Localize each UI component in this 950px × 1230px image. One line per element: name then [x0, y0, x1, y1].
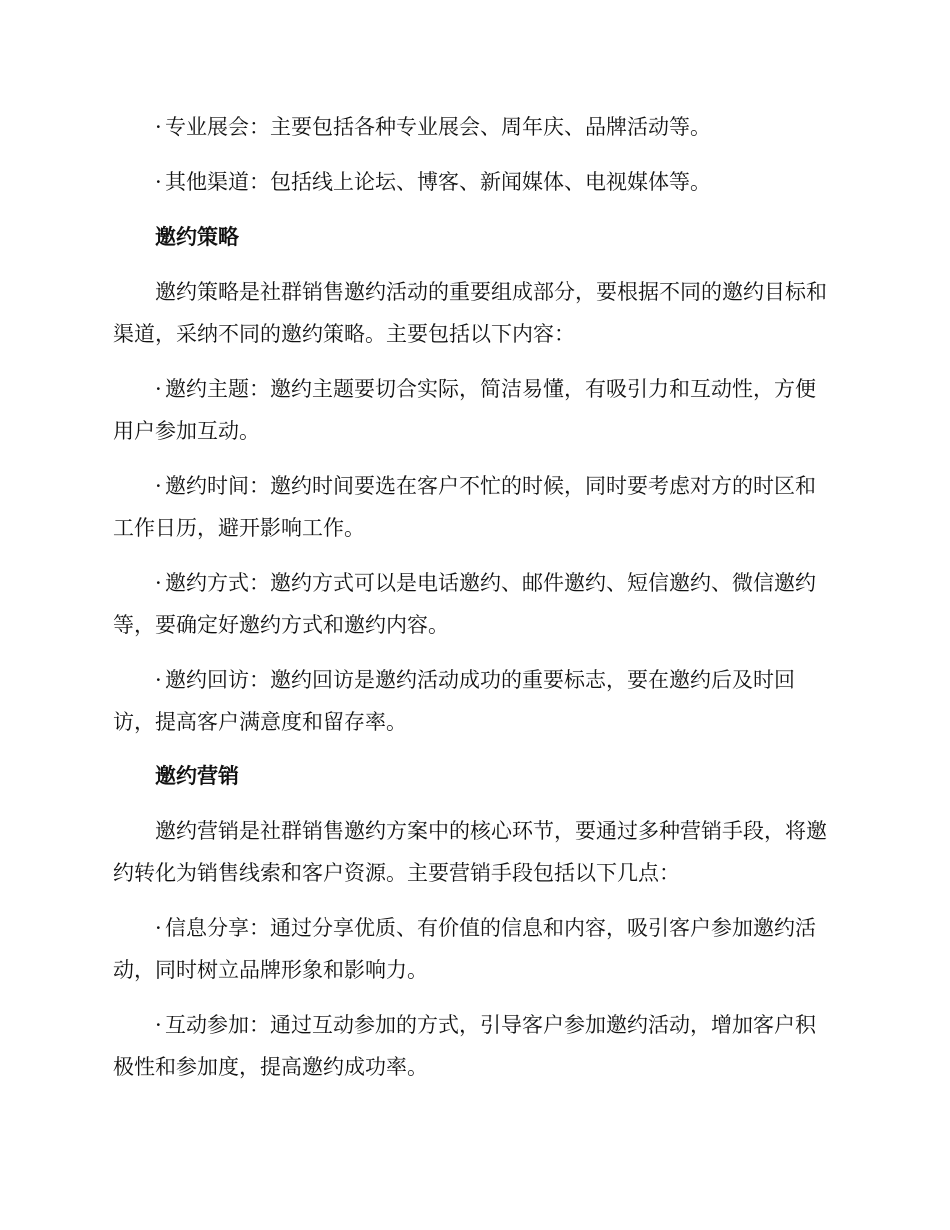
section-heading-marketing: 邀约营销 — [155, 764, 239, 788]
bullet-label: 互动参加： — [165, 1013, 270, 1037]
bullet-label: 其他渠道： — [165, 170, 270, 194]
bullet-text: 邀约时间要选在客户不忙的时候，同时要考虑对方的时区和工作日历，避开影响工作。 — [113, 474, 816, 540]
list-item — [113, 1004, 835, 1088]
list-item — [113, 562, 835, 646]
bullet-text: 邀约回访是邀约活动成功的重要标志，要在邀约后及时回访，提高客户满意度和留存率。 — [113, 668, 795, 734]
bullet-symbol: · — [155, 377, 162, 401]
list-item — [113, 106, 835, 148]
list-item — [113, 907, 835, 991]
bullet-symbol: · — [155, 1013, 162, 1037]
list-item — [113, 368, 835, 452]
bullet-label: 信息分享： — [165, 916, 270, 940]
bullet-label: 邀约方式： — [165, 571, 270, 595]
bullet-symbol: · — [155, 170, 162, 194]
paragraph-strategy-intro: 邀约策略是社群销售邀约活动的重要组成部分，要根据不同的邀约目标和渠道，采纳不同的邀约策略。主要包括以下内容： — [113, 280, 827, 346]
paragraph-marketing-intro: 邀约营销是社群销售邀约方案中的核心环节，要通过多种营销手段，将邀约转化为销售线索和客户资源。主要营销手段包括以下几点： — [113, 819, 827, 885]
bullet-symbol: · — [155, 668, 162, 692]
bullet-text: 邀约方式可以是电话邀约、邮件邀约、短信邀约、微信邀约等，要确定好邀约方式和邀约内容。 — [113, 571, 816, 637]
bullet-text: 通过分享优质、有价值的信息和内容，吸引客户参加邀约活动，同时树立品牌形象和影响力。 — [113, 916, 816, 982]
bullet-label: 邀约主题： — [165, 377, 270, 401]
bullet-text: 包括线上论坛、博客、新闻媒体、电视媒体等。 — [270, 170, 711, 194]
list-item — [113, 161, 835, 203]
bullet-symbol: · — [155, 571, 162, 595]
list-item — [113, 659, 835, 743]
bullet-symbol: · — [155, 115, 162, 139]
bullet-label: 专业展会： — [165, 115, 270, 139]
bullet-text: 主要包括各种专业展会、周年庆、品牌活动等。 — [270, 115, 711, 139]
list-item — [113, 465, 835, 549]
bullet-text: 通过互动参加的方式，引导客户参加邀约活动，增加客户积极性和参加度，提高邀约成功率。 — [113, 1013, 816, 1079]
bullet-symbol: · — [155, 474, 162, 498]
bullet-label: 邀约回访： — [165, 668, 270, 692]
bullet-symbol: · — [155, 916, 162, 940]
section-heading-strategy: 邀约策略 — [155, 225, 239, 249]
bullet-label: 邀约时间： — [165, 474, 270, 498]
bullet-text: 邀约主题要切合实际，简洁易懂，有吸引力和互动性，方便用户参加互动。 — [113, 377, 816, 443]
